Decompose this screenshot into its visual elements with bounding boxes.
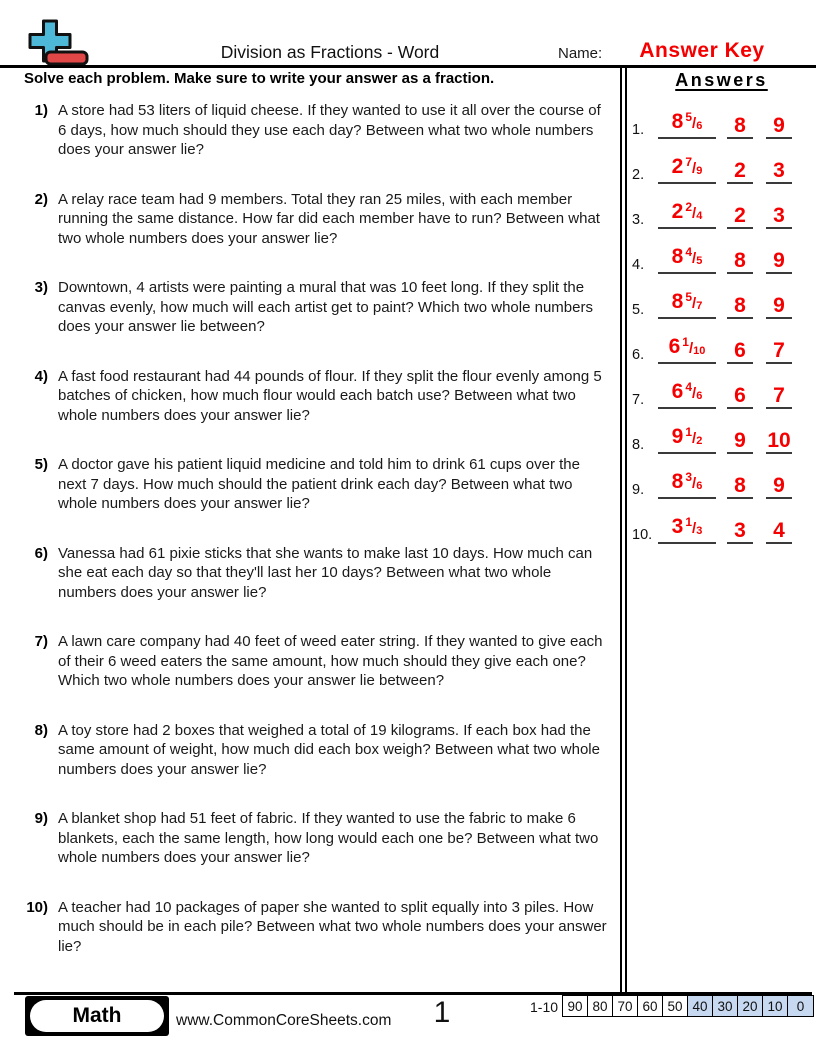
fraction-whole: 6 xyxy=(668,335,681,358)
answer-row xyxy=(627,319,816,364)
answer-lower-bound-blank: 3 xyxy=(727,519,753,544)
score-cell: 60 xyxy=(638,996,663,1016)
problem-number: 7) xyxy=(34,633,48,650)
answer-fraction-blank xyxy=(658,200,716,229)
answer-fraction-blank xyxy=(658,155,716,184)
problem-item xyxy=(24,278,618,337)
answer-upper-bound-blank: 9 xyxy=(766,474,792,499)
answer-fraction-blank xyxy=(658,380,716,409)
problem-item xyxy=(24,632,618,691)
fraction-numerator: 3 xyxy=(685,470,693,484)
answer-row xyxy=(627,184,816,229)
answer-row xyxy=(627,499,816,544)
website-url: www.CommonCoreSheets.com xyxy=(176,1012,392,1029)
answer-key-text: Answer Key xyxy=(639,39,765,62)
problem-text: A fast food restaurant had 44 pounds of flour. If they split the flour evenly among 5 batches of chicken, how much flour would each batch use? Between what two whole numbers does your answer lie? xyxy=(58,367,602,424)
score-cell: 20 xyxy=(738,996,763,1016)
answer-row xyxy=(627,454,816,499)
problem-text: A teacher had 10 packages of paper she wanted to split equally into 3 piles. How much should be in each pile? Between what two whole numbers does your answer lie? xyxy=(58,898,607,955)
score-cell: 50 xyxy=(663,996,688,1016)
problem-item xyxy=(24,101,618,160)
answers-list xyxy=(627,94,816,544)
problem-number: 9) xyxy=(34,810,48,827)
answer-lower-bound-blank: 2 xyxy=(727,159,753,184)
subject-badge xyxy=(25,996,169,1036)
problem-text: A lawn care company had 40 feet of weed eater string. If they wanted to give each of their 6 weed eaters the same amount, how much should they give each one? Which two whole numbers does your answer lie between? xyxy=(58,633,603,689)
fraction-whole: 2 xyxy=(671,200,684,223)
score-cell: 30 xyxy=(713,996,738,1016)
problem-text: A blanket shop had 51 feet of fabric. If they wanted to use the fabric to make 6 blankets, each the same length, how long would each one be? Between what two whole numbers does your answer lie? xyxy=(58,810,599,866)
page-title: Division as Fractions - Word xyxy=(220,42,440,62)
fraction-denominator: 10 xyxy=(693,345,706,357)
answer-fraction-blank xyxy=(658,425,716,454)
answer-lower-bound-blank: 6 xyxy=(727,384,753,409)
problem-list xyxy=(24,101,618,986)
answer-lower-bound-blank: 8 xyxy=(727,474,753,499)
fraction-denominator: 6 xyxy=(696,390,703,402)
fraction-slash: / xyxy=(692,205,697,222)
answer-row xyxy=(627,274,816,319)
fraction-denominator: 4 xyxy=(696,210,703,222)
subject-label: Math xyxy=(30,1000,164,1032)
answer-number: 10. xyxy=(632,527,653,543)
answer-row xyxy=(627,94,816,139)
answer-number: 5. xyxy=(632,302,645,318)
answer-lower-bound-blank: 8 xyxy=(727,294,753,319)
fraction-numerator: 5 xyxy=(685,110,693,124)
problem-text: Downtown, 4 artists were painting a mural that was 10 feet long. If they split the canvas evenly, how much will each artist get to paint? Which two whole numbers does your answer lie between? xyxy=(58,279,593,335)
fraction-numerator: 1 xyxy=(682,335,689,349)
fraction-numerator: 5 xyxy=(685,290,693,304)
score-cell: 90 xyxy=(563,996,588,1016)
answer-fraction-blank xyxy=(658,470,716,499)
answer-upper-bound-blank: 9 xyxy=(766,249,792,274)
fraction-numerator: 2 xyxy=(685,200,693,214)
answer-upper-bound-blank: 9 xyxy=(766,114,792,139)
problem-number: 4) xyxy=(34,367,48,385)
fraction-whole: 8 xyxy=(671,470,684,493)
fraction-denominator: 6 xyxy=(696,120,703,132)
fraction-denominator: 2 xyxy=(696,435,703,447)
fraction-slash: / xyxy=(692,475,697,492)
answer-row xyxy=(627,364,816,409)
answers-column-divider xyxy=(620,67,627,992)
problem-text: A toy store had 2 boxes that weighed a total of 19 kilograms. If each box had the same amount of weight, how much did each box weigh? Between what two whole numbers does your answer lie? xyxy=(58,721,600,778)
answer-number: 6. xyxy=(632,347,645,363)
answer-fraction-blank xyxy=(658,290,716,319)
page-number: 1 xyxy=(433,996,451,1029)
minus-icon xyxy=(46,52,87,64)
answer-lower-bound-blank: 2 xyxy=(727,204,753,229)
problem-item xyxy=(24,455,618,514)
problem-number: 2) xyxy=(34,190,48,208)
fraction-whole: 2 xyxy=(671,155,684,178)
problem-number: 10) xyxy=(26,898,48,916)
answers-heading: Answers xyxy=(675,70,768,90)
fraction-slash: / xyxy=(688,340,694,357)
answer-upper-bound-blank: 3 xyxy=(766,159,792,184)
answer-fraction-blank xyxy=(658,335,716,364)
fraction-slash: / xyxy=(692,295,697,312)
score-cell: 10 xyxy=(763,996,788,1016)
problem-item xyxy=(24,809,618,868)
fraction-slash: / xyxy=(692,115,697,132)
fraction-slash: / xyxy=(692,520,697,537)
answer-upper-bound-blank: 7 xyxy=(766,339,792,364)
fraction-denominator: 5 xyxy=(696,255,703,267)
problem-item xyxy=(24,898,618,957)
problem-item xyxy=(24,721,618,780)
commoncoresheets-logo xyxy=(28,19,90,66)
answer-row xyxy=(627,229,816,274)
answer-row xyxy=(627,409,816,454)
fraction-slash: / xyxy=(692,160,697,177)
answer-number: 7. xyxy=(632,392,645,408)
fraction-whole: 3 xyxy=(671,515,684,538)
problem-text: A relay race team had 9 members. Total they ran 25 miles, with each member running the same distance. How far did each member have to run? Between what two whole numbers does your answer lie? xyxy=(58,190,600,247)
instruction-text: Solve each problem. Make sure to write your answer as a fraction. xyxy=(24,70,495,87)
score-range-label: 1-10 xyxy=(530,999,559,1015)
problem-item xyxy=(24,544,618,603)
problem-text: A store had 53 liters of liquid cheese. If they wanted to use it all over the course of 6 days, how much should they use each day? Between what two whole numbers does your answer lie? xyxy=(58,102,601,158)
answer-upper-bound-blank: 7 xyxy=(766,384,792,409)
score-grid xyxy=(562,995,814,1017)
fraction-denominator: 7 xyxy=(696,300,703,312)
problem-number: 1) xyxy=(34,102,48,119)
answer-fraction-blank xyxy=(658,515,716,544)
fraction-numerator: 7 xyxy=(685,155,693,169)
problem-number: 5) xyxy=(34,456,48,473)
fraction-numerator: 1 xyxy=(685,425,693,439)
name-label: Name: xyxy=(558,45,603,62)
answer-number: 9. xyxy=(632,482,645,498)
answer-lower-bound-blank: 6 xyxy=(727,339,753,364)
fraction-denominator: 6 xyxy=(696,480,703,492)
fraction-whole: 8 xyxy=(671,245,684,268)
fraction-numerator: 4 xyxy=(685,380,693,394)
answer-number: 2. xyxy=(632,167,645,183)
fraction-whole: 9 xyxy=(671,425,684,448)
problem-item xyxy=(24,367,618,426)
answer-number: 4. xyxy=(632,257,645,273)
answer-lower-bound-blank: 8 xyxy=(727,114,753,139)
answer-lower-bound-blank: 8 xyxy=(727,249,753,274)
problem-text: A doctor gave his patient liquid medicine and told him to drink 61 cups over the next 7 days. How much should the patient drink each day? Between what two whole numbers does your answer lie? xyxy=(58,456,580,512)
header-divider xyxy=(0,65,816,68)
fraction-denominator: 3 xyxy=(696,525,703,537)
score-cell: 0 xyxy=(788,996,813,1016)
fraction-numerator: 1 xyxy=(685,515,693,529)
fraction-slash: / xyxy=(692,430,697,447)
answer-upper-bound-blank: 9 xyxy=(766,294,792,319)
answer-lower-bound-blank: 9 xyxy=(727,429,753,454)
answer-number: 3. xyxy=(632,212,645,228)
fraction-denominator: 9 xyxy=(696,165,703,177)
fraction-whole: 8 xyxy=(671,290,684,313)
score-cell: 40 xyxy=(688,996,713,1016)
answer-upper-bound-blank: 4 xyxy=(766,519,792,544)
answer-upper-bound-blank: 3 xyxy=(766,204,792,229)
answer-fraction-blank xyxy=(658,245,716,274)
problem-item xyxy=(24,190,618,249)
problem-number: 8) xyxy=(34,721,48,739)
plus-minus-icon xyxy=(28,19,90,66)
answer-row xyxy=(627,139,816,184)
answer-number: 1. xyxy=(632,122,645,138)
fraction-slash: / xyxy=(692,385,697,402)
score-cell: 80 xyxy=(588,996,613,1016)
fraction-slash: / xyxy=(692,250,697,267)
answer-number: 8. xyxy=(632,437,645,453)
answer-upper-bound-blank: 10 xyxy=(767,429,791,452)
answer-fraction-blank xyxy=(658,110,716,139)
problem-number: 3) xyxy=(34,279,48,296)
fraction-whole: 8 xyxy=(671,110,684,133)
score-cell: 70 xyxy=(613,996,638,1016)
problem-text: Vanessa had 61 pixie sticks that she wants to make last 10 days. How much can she eat each day so that they'll last her 10 days? Between what two whole numbers does your answer lie? xyxy=(58,544,593,601)
problem-number: 6) xyxy=(34,544,48,562)
fraction-whole: 6 xyxy=(671,380,684,403)
fraction-numerator: 4 xyxy=(685,245,693,259)
